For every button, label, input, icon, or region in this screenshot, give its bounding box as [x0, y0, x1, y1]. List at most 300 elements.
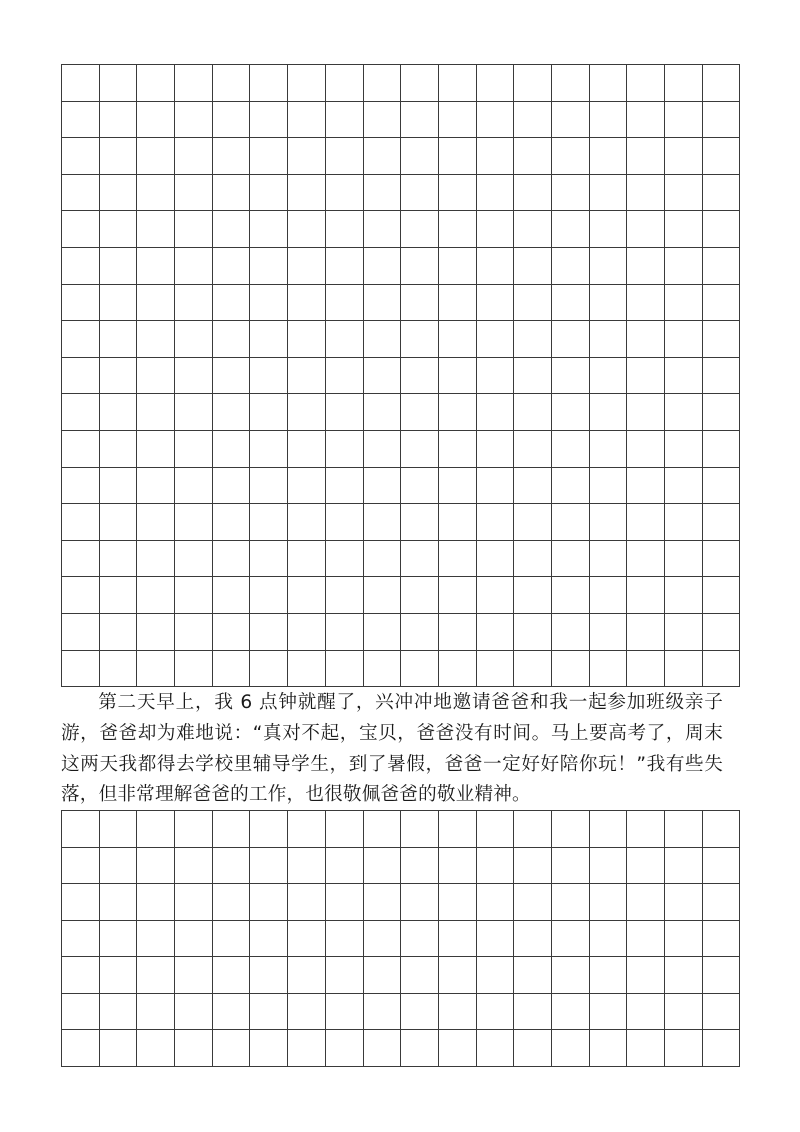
- grid-cell: [589, 884, 627, 921]
- grid-cell: [325, 540, 363, 577]
- grid-cell: [551, 957, 589, 994]
- grid-cell: [99, 993, 137, 1030]
- grid-cell: [363, 884, 401, 921]
- grid-cell: [212, 211, 250, 248]
- grid-cell: [589, 1030, 627, 1067]
- grid-cell: [137, 211, 175, 248]
- grid-cell: [325, 847, 363, 884]
- grid-cell: [212, 504, 250, 541]
- grid-cell: [627, 467, 665, 504]
- grid-cell: [476, 394, 514, 431]
- grid-cell: [175, 247, 213, 284]
- grid-cell: [250, 847, 288, 884]
- grid-cell: [702, 247, 740, 284]
- grid-cell: [702, 957, 740, 994]
- grid-cell: [665, 811, 703, 848]
- grid-cell: [175, 993, 213, 1030]
- grid-cell: [627, 138, 665, 175]
- grid-cell: [627, 540, 665, 577]
- grid-cell: [212, 101, 250, 138]
- grid-cell: [401, 357, 439, 394]
- grid-cell: [175, 174, 213, 211]
- grid-cell: [212, 357, 250, 394]
- grid-cell: [627, 394, 665, 431]
- grid-cell: [212, 284, 250, 321]
- grid-cell: [137, 321, 175, 358]
- grid-cell: [514, 357, 552, 394]
- grid-cell: [627, 811, 665, 848]
- grid-cell: [250, 284, 288, 321]
- grid-cell: [514, 613, 552, 650]
- grid-cell: [288, 884, 326, 921]
- grid-cell: [476, 467, 514, 504]
- grid-row: [62, 540, 740, 577]
- grid-cell: [589, 993, 627, 1030]
- grid-cell: [137, 357, 175, 394]
- grid-cell: [551, 138, 589, 175]
- grid-cell: [551, 920, 589, 957]
- grid-cell: [99, 540, 137, 577]
- grid-cell: [401, 247, 439, 284]
- grid-cell: [99, 884, 137, 921]
- grid-cell: [325, 467, 363, 504]
- grid-cell: [438, 467, 476, 504]
- grid-row: [62, 467, 740, 504]
- grid-cell: [476, 504, 514, 541]
- grid-cell: [250, 650, 288, 687]
- grid-cell: [514, 430, 552, 467]
- grid-cell: [551, 247, 589, 284]
- grid-cell: [589, 138, 627, 175]
- grid-cell: [627, 993, 665, 1030]
- grid-cell: [288, 101, 326, 138]
- grid-cell: [702, 540, 740, 577]
- grid-cell: [551, 540, 589, 577]
- grid-cell: [401, 211, 439, 248]
- grid-cell: [363, 1030, 401, 1067]
- grid-cell: [325, 993, 363, 1030]
- grid-cell: [137, 247, 175, 284]
- grid-cell: [62, 613, 100, 650]
- grid-cell: [137, 504, 175, 541]
- grid-cell: [401, 321, 439, 358]
- grid-cell: [250, 101, 288, 138]
- grid-cell: [325, 577, 363, 614]
- grid-cell: [589, 284, 627, 321]
- grid-cell: [363, 540, 401, 577]
- grid-cell: [401, 993, 439, 1030]
- grid-cell: [476, 957, 514, 994]
- grid-cell: [325, 430, 363, 467]
- grid-cell: [627, 247, 665, 284]
- grid-cell: [137, 394, 175, 431]
- grid-cell: [401, 613, 439, 650]
- grid-cell: [401, 884, 439, 921]
- grid-cell: [363, 247, 401, 284]
- grid-cell: [514, 174, 552, 211]
- grid-cell: [476, 284, 514, 321]
- grid-cell: [325, 321, 363, 358]
- grid-row: [62, 357, 740, 394]
- grid-cell: [438, 211, 476, 248]
- grid-cell: [288, 957, 326, 994]
- grid-cell: [288, 650, 326, 687]
- grid-cell: [325, 174, 363, 211]
- grid-cell: [212, 65, 250, 102]
- grid-cell: [589, 247, 627, 284]
- grid-row: [62, 247, 740, 284]
- grid-cell: [99, 577, 137, 614]
- grid-cell: [250, 957, 288, 994]
- grid-cell: [702, 65, 740, 102]
- grid-cell: [702, 650, 740, 687]
- grid-cell: [551, 101, 589, 138]
- grid-cell: [514, 211, 552, 248]
- grid-cell: [551, 467, 589, 504]
- grid-cell: [665, 211, 703, 248]
- grid-cell: [212, 394, 250, 431]
- grid-cell: [665, 847, 703, 884]
- grid-row: [62, 993, 740, 1030]
- grid-cell: [363, 101, 401, 138]
- grid-cell: [401, 174, 439, 211]
- story-passage: 第二天早上，我 6 点钟就醒了，兴冲冲地邀请爸爸和我一起参加班级亲子游，爸爸却为难地说：“真对不起，宝贝，爸爸没有时间。马上要高考了，周末这两天我都得去学校里辅导学生，到了暑假，爸爸一定好好陪你玩！”我有些失落，但非常理解爸爸的工作，也很敬佩爸爸的敬业精神。: [61, 692, 723, 806]
- grid-cell: [627, 357, 665, 394]
- grid-cell: [401, 540, 439, 577]
- grid-cell: [175, 357, 213, 394]
- grid-cell: [702, 357, 740, 394]
- grid-cell: [325, 65, 363, 102]
- grid-cell: [99, 211, 137, 248]
- grid-cell: [62, 174, 100, 211]
- grid-cell: [212, 138, 250, 175]
- grid-cell: [288, 920, 326, 957]
- grid-cell: [212, 811, 250, 848]
- grid-cell: [438, 504, 476, 541]
- writing-grid-top: [61, 64, 740, 687]
- grid-cell: [476, 993, 514, 1030]
- grid-cell: [627, 884, 665, 921]
- grid-cell: [250, 211, 288, 248]
- grid-cell: [325, 920, 363, 957]
- grid-cell: [363, 811, 401, 848]
- grid-cell: [401, 394, 439, 431]
- grid-cell: [438, 650, 476, 687]
- grid-cell: [175, 138, 213, 175]
- grid-cell: [325, 357, 363, 394]
- grid-cell: [288, 577, 326, 614]
- grid-cell: [551, 993, 589, 1030]
- grid-cell: [137, 920, 175, 957]
- grid-cell: [702, 394, 740, 431]
- grid-cell: [175, 504, 213, 541]
- grid-cell: [137, 138, 175, 175]
- grid-cell: [514, 1030, 552, 1067]
- grid-cell: [137, 577, 175, 614]
- grid-cell: [589, 504, 627, 541]
- grid-cell: [589, 920, 627, 957]
- grid-row: [62, 321, 740, 358]
- grid-cell: [137, 957, 175, 994]
- grid-cell: [589, 174, 627, 211]
- grid-cell: [363, 394, 401, 431]
- grid-cell: [99, 174, 137, 211]
- grid-cell: [551, 394, 589, 431]
- grid-cell: [62, 101, 100, 138]
- grid-cell: [212, 847, 250, 884]
- grid-cell: [702, 321, 740, 358]
- grid-cell: [212, 467, 250, 504]
- grid-cell: [665, 650, 703, 687]
- grid-cell: [175, 847, 213, 884]
- grid-cell: [514, 284, 552, 321]
- grid-cell: [627, 650, 665, 687]
- grid-cell: [212, 1030, 250, 1067]
- grid-cell: [288, 811, 326, 848]
- grid-cell: [589, 650, 627, 687]
- grid-cell: [551, 504, 589, 541]
- grid-cell: [212, 613, 250, 650]
- grid-cell: [589, 321, 627, 358]
- grid-cell: [514, 920, 552, 957]
- grid-cell: [62, 811, 100, 848]
- grid-cell: [627, 65, 665, 102]
- grid-cell: [476, 247, 514, 284]
- grid-cell: [476, 138, 514, 175]
- grid-cell: [665, 467, 703, 504]
- grid-cell: [288, 613, 326, 650]
- grid-cell: [363, 284, 401, 321]
- grid-cell: [288, 174, 326, 211]
- grid-row: [62, 65, 740, 102]
- grid-cell: [702, 174, 740, 211]
- grid-cell: [665, 920, 703, 957]
- grid-cell: [665, 613, 703, 650]
- grid-cell: [363, 847, 401, 884]
- grid-cell: [665, 1030, 703, 1067]
- grid-cell: [325, 811, 363, 848]
- grid-cell: [551, 811, 589, 848]
- grid-cell: [401, 957, 439, 994]
- grid-cell: [514, 884, 552, 921]
- grid-cell: [62, 1030, 100, 1067]
- grid-cell: [665, 430, 703, 467]
- grid-cell: [250, 430, 288, 467]
- grid-cell: [665, 247, 703, 284]
- grid-cell: [401, 504, 439, 541]
- grid-cell: [551, 430, 589, 467]
- grid-cell: [665, 138, 703, 175]
- grid-cell: [325, 101, 363, 138]
- grid-cell: [363, 504, 401, 541]
- grid-cell: [514, 394, 552, 431]
- grid-cell: [288, 65, 326, 102]
- grid-cell: [702, 430, 740, 467]
- grid-cell: [137, 430, 175, 467]
- grid-cell: [325, 613, 363, 650]
- grid-cell: [325, 504, 363, 541]
- grid-cell: [401, 847, 439, 884]
- grid-cell: [589, 211, 627, 248]
- grid-cell: [363, 993, 401, 1030]
- grid-cell: [702, 811, 740, 848]
- grid-cell: [514, 101, 552, 138]
- grid-cell: [438, 247, 476, 284]
- grid-cell: [288, 321, 326, 358]
- grid-cell: [288, 467, 326, 504]
- grid-cell: [175, 957, 213, 994]
- grid-cell: [363, 357, 401, 394]
- grid-cell: [212, 321, 250, 358]
- grid-cell: [62, 993, 100, 1030]
- grid-cell: [627, 430, 665, 467]
- grid-cell: [363, 430, 401, 467]
- grid-cell: [401, 920, 439, 957]
- grid-cell: [212, 247, 250, 284]
- grid-cell: [514, 467, 552, 504]
- grid-cell: [288, 1030, 326, 1067]
- grid-cell: [250, 1030, 288, 1067]
- grid-cell: [589, 101, 627, 138]
- grid-cell: [250, 811, 288, 848]
- grid-cell: [702, 920, 740, 957]
- grid-cell: [62, 504, 100, 541]
- grid-cell: [250, 394, 288, 431]
- grid-cell: [99, 613, 137, 650]
- grid-cell: [363, 174, 401, 211]
- grid-cell: [137, 467, 175, 504]
- grid-cell: [288, 138, 326, 175]
- grid-cell: [363, 211, 401, 248]
- grid-cell: [325, 284, 363, 321]
- grid-cell: [363, 957, 401, 994]
- grid-cell: [250, 357, 288, 394]
- grid-cell: [514, 540, 552, 577]
- grid-row: [62, 211, 740, 248]
- grid-cell: [514, 65, 552, 102]
- grid-cell: [665, 540, 703, 577]
- grid-cell: [589, 467, 627, 504]
- grid-cell: [438, 174, 476, 211]
- grid-cell: [627, 211, 665, 248]
- grid-cell: [99, 357, 137, 394]
- grid-cell: [175, 394, 213, 431]
- grid-cell: [551, 1030, 589, 1067]
- grid-cell: [627, 577, 665, 614]
- grid-cell: [514, 321, 552, 358]
- grid-cell: [438, 540, 476, 577]
- grid-cell: [137, 540, 175, 577]
- grid-cell: [627, 847, 665, 884]
- grid-row: [62, 577, 740, 614]
- grid-cell: [665, 357, 703, 394]
- grid-cell: [665, 65, 703, 102]
- grid-cell: [514, 138, 552, 175]
- grid-cell: [137, 884, 175, 921]
- grid-cell: [175, 284, 213, 321]
- grid-cell: [250, 247, 288, 284]
- grid-cell: [438, 577, 476, 614]
- grid-cell: [665, 174, 703, 211]
- grid-cell: [438, 847, 476, 884]
- grid-cell: [325, 394, 363, 431]
- grid-cell: [62, 138, 100, 175]
- grid-cell: [665, 957, 703, 994]
- grid-cell: [401, 650, 439, 687]
- grid-cell: [175, 101, 213, 138]
- writing-grid-bottom: [61, 810, 740, 1067]
- grid-cell: [99, 1030, 137, 1067]
- grid-cell: [250, 138, 288, 175]
- grid-cell: [476, 613, 514, 650]
- grid-cell: [476, 540, 514, 577]
- grid-cell: [702, 847, 740, 884]
- grid-cell: [627, 1030, 665, 1067]
- grid-cell: [476, 847, 514, 884]
- grid-cell: [363, 577, 401, 614]
- grid-cell: [438, 920, 476, 957]
- grid-cell: [476, 174, 514, 211]
- grid-cell: [212, 174, 250, 211]
- grid-cell: [627, 920, 665, 957]
- grid-cell: [99, 430, 137, 467]
- grid-cell: [627, 613, 665, 650]
- grid-cell: [62, 577, 100, 614]
- grid-cell: [137, 65, 175, 102]
- grid-cell: [702, 284, 740, 321]
- grid-cell: [514, 993, 552, 1030]
- grid-cell: [476, 101, 514, 138]
- grid-cell: [514, 847, 552, 884]
- grid-row: [62, 138, 740, 175]
- grid-row: [62, 1030, 740, 1067]
- grid-cell: [250, 577, 288, 614]
- grid-cell: [137, 811, 175, 848]
- grid-row: [62, 811, 740, 848]
- grid-cell: [175, 211, 213, 248]
- grid-cell: [401, 1030, 439, 1067]
- grid-cell: [137, 101, 175, 138]
- grid-cell: [175, 430, 213, 467]
- grid-row: [62, 101, 740, 138]
- grid-cell: [99, 847, 137, 884]
- grid-cell: [589, 65, 627, 102]
- grid-cell: [250, 884, 288, 921]
- grid-cell: [476, 920, 514, 957]
- grid-cell: [288, 993, 326, 1030]
- grid-cell: [702, 101, 740, 138]
- grid-cell: [62, 211, 100, 248]
- grid-cell: [175, 884, 213, 921]
- grid-cell: [476, 321, 514, 358]
- grid-cell: [438, 65, 476, 102]
- grid-cell: [589, 394, 627, 431]
- grid-cell: [401, 430, 439, 467]
- grid-cell: [514, 811, 552, 848]
- grid-cell: [325, 247, 363, 284]
- grid-cell: [363, 321, 401, 358]
- grid-cell: [551, 884, 589, 921]
- grid-cell: [363, 613, 401, 650]
- grid-cell: [99, 811, 137, 848]
- grid-cell: [250, 174, 288, 211]
- grid-cell: [401, 101, 439, 138]
- grid-row: [62, 174, 740, 211]
- grid-cell: [288, 357, 326, 394]
- grid-cell: [212, 993, 250, 1030]
- grid-cell: [476, 1030, 514, 1067]
- grid-cell: [62, 957, 100, 994]
